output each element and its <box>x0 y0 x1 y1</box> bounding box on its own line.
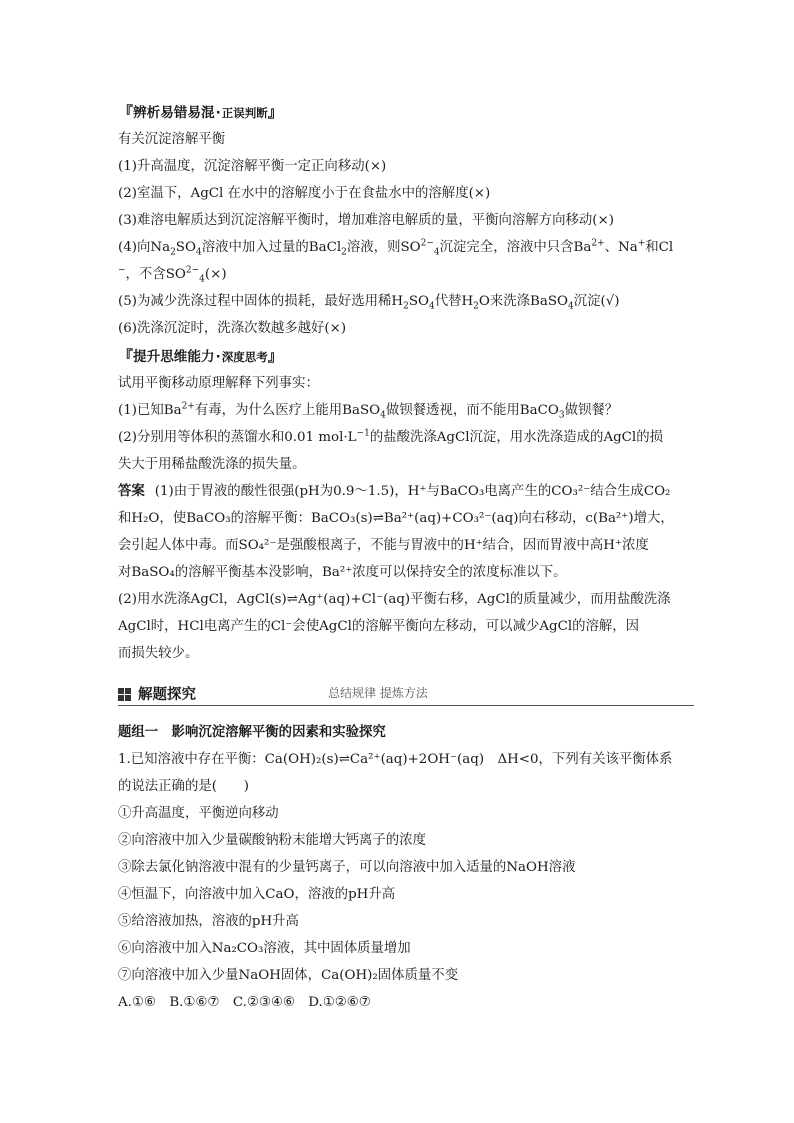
statement-4: (4)向$Na_2SO_4$溶液中加入过量的BaCl$_2$溶液，则$SO^{2-}_4$沉淀完全，溶液中只含$Ba^{2+}$、Na+和Cl <box>118 238 674 258</box>
right-bracket-icon: 』 <box>267 347 283 365</box>
s4-part: 和Cl <box>645 240 674 255</box>
s4-part: 溶液中加入过量的BaCl <box>201 240 342 255</box>
statement-5: (5)为减少洗涤过程中固体的损耗，最好选用稀$H_2SO_4$代替$H_2O$来洗涤BaSO$_4$沉淀(√) <box>118 294 620 312</box>
problem-1-line-1: 1.已知溶液中存在平衡：Ca(OH)₂(s)⇌Ca²⁺(aq)+2OH⁻(aq) ΔH<0，下列有关该平衡体系 <box>118 752 673 767</box>
heading-sub: 正误判断 <box>221 106 268 120</box>
section-heading-thinking <box>118 342 684 370</box>
s5-part: SO <box>408 294 429 309</box>
problem-1-line-2: 的说法正确的是( ) <box>118 779 249 794</box>
answer-1-line-4: 对BaSO₄的溶解平衡基本没影响，Ba²⁺浓度可以保持安全的浓度标准以下。 <box>118 565 567 580</box>
statement-4-cont: −，不含$SO^{2-}_4(\times)$ <box>118 265 227 285</box>
q1-part: 做钡餐透视，而不能用BaCO <box>385 403 559 418</box>
s4-part: 沉淀完全，溶液中只含Ba <box>439 240 592 255</box>
option-1: ①升高温度，平衡逆向移动 <box>118 806 279 821</box>
answer-1-line-1 <box>118 478 684 505</box>
heading-main: 提升思维能力 <box>133 349 215 365</box>
answer-2-line-2: AgCl时，HCl电离产生的Cl⁻会使AgCl的溶解平衡向左移动，可以减少AgCl的溶解，因 <box>118 619 640 634</box>
answer-2-line-1: (2)用水洗涤AgCl，AgCl(s)⇌Ag⁺(aq)+Cl⁻(aq)平衡右移，AgCl的质量减少，而用盐酸洗涤 <box>118 592 671 607</box>
answer-2-line-3: 而损失较少。 <box>118 646 199 661</box>
s5-part: O来洗涤BaSO <box>478 294 569 309</box>
answer-text: (1)由于胃液的酸性很强(pH为0.9～1.5)，H⁺与BaCO₃电离产生的CO₃²⁻结合生成CO₂ <box>154 484 671 499</box>
question-2-cont: 失大于用稀盐酸洗涤的损失量。 <box>118 457 306 472</box>
page-content <box>118 98 684 1016</box>
option-4: ④恒温下，向溶液中加入CaO，溶液的pH升高 <box>118 887 396 902</box>
heading-dot: · <box>215 349 221 365</box>
answer-1-line-3: 会引起人体中毒。而SO₄²⁻是强酸根离子，不能与胃液中的H⁺结合，因而胃液中高H⁺浓度 <box>118 538 649 553</box>
option-5: ⑤给溶液加热，溶液的pH升高 <box>118 914 299 929</box>
group-title: 题组一 影响沉淀溶解平衡的因素和实验探究 <box>118 725 386 740</box>
s4-part: ，不含SO <box>125 267 186 282</box>
section-heading-analysis <box>118 98 684 126</box>
section-right-label: 总结规律 提炼方法 <box>328 686 428 700</box>
question-1: (1)已知$Ba^{2+}$有毒，为什么医疗上能用BaSO$_4$做钡餐透视，而不能用BaCO$_3$做钡餐？ <box>118 401 619 421</box>
grid-square-icon <box>118 688 131 701</box>
option-2: ②向溶液中加入少量碳酸钠粉末能增大钙离子的浓度 <box>118 833 426 848</box>
q1-part: (1)已知Ba <box>118 403 182 418</box>
s5-part: 代替H <box>434 294 474 309</box>
s4-part: SO <box>175 240 196 255</box>
s5-part: 沉淀(√) <box>573 294 620 309</box>
left-bracket-icon: 『 <box>118 103 134 121</box>
s4-part: 溶液，则SO <box>346 240 421 255</box>
question-2: (2)分别用等体积的蒸馏水和0.01 $mol\cdot L^{-1}$的盐酸洗涤AgCl沉淀，用水洗涤造成的AgCl的损 <box>118 428 663 445</box>
s5-part: (5)为减少洗涤过程中固体的损耗，最好选用稀H <box>118 294 404 309</box>
section-bar-problem-solving <box>118 681 684 711</box>
q1-part: 做钡餐？ <box>564 403 619 418</box>
answer-choices: A.①⑥ B.①⑥⑦ C.②③④⑥ D.①②⑥⑦ <box>118 995 371 1010</box>
q2-part: 的盐酸洗涤AgCl沉淀，用水洗涤造成的AgCl的损 <box>369 430 663 445</box>
s4-part: (×) <box>204 267 227 282</box>
statement-2: (2)室温下，AgCl 在水中的溶解度小于在食盐水中的溶解度(×) <box>118 186 491 201</box>
heading-sub: 深度思考 <box>221 350 268 364</box>
answer-1-line-2: 和H₂O，使BaCO₃的溶解平衡：BaCO₃(s)⇌Ba²⁺(aq)+CO₃²⁻(aq)向右移动，c(Ba²⁺)增大， <box>118 511 674 526</box>
option-3: ③除去氯化钠溶液中混有的少量钙离子，可以向溶液中加入适量的NaOH溶液 <box>118 860 576 875</box>
option-7: ⑦向溶液中加入少量NaOH固体，Ca(OH)₂固体质量不变 <box>118 968 459 983</box>
s4-part: (4)向Na <box>118 240 171 255</box>
heading-dot: · <box>215 105 221 121</box>
question-intro: 试用平衡移动原理解释下列事实： <box>118 376 319 391</box>
right-bracket-icon: 』 <box>267 103 283 121</box>
q2-part: (2)分别用等体积的蒸馏水和0.01 mol·L <box>118 430 357 445</box>
statement-3: (3)难溶电解质达到沉淀溶解平衡时，增加难溶电解质的量，平衡向溶解方向移动(×) <box>118 213 614 228</box>
intro-text: 有关沉淀溶解平衡 <box>118 132 226 147</box>
s4-part: 、Na <box>604 240 638 255</box>
statement-1: (1)升高温度，沉淀溶解平衡一定正向移动(×) <box>118 159 387 174</box>
section-rule <box>118 705 694 706</box>
option-6: ⑥向溶液中加入Na₂CO₃溶液，其中固体质量增加 <box>118 941 411 956</box>
heading-main: 辨析易错易混 <box>133 105 215 121</box>
section-title: 解题探究 <box>138 687 196 703</box>
answer-label: 答案 <box>118 484 145 499</box>
q1-part: 有毒，为什么医疗上能用BaSO <box>194 403 381 418</box>
statement-6: (6)洗涤沉淀时，洗涤次数越多越好(×) <box>118 321 347 336</box>
left-bracket-icon: 『 <box>118 347 134 365</box>
